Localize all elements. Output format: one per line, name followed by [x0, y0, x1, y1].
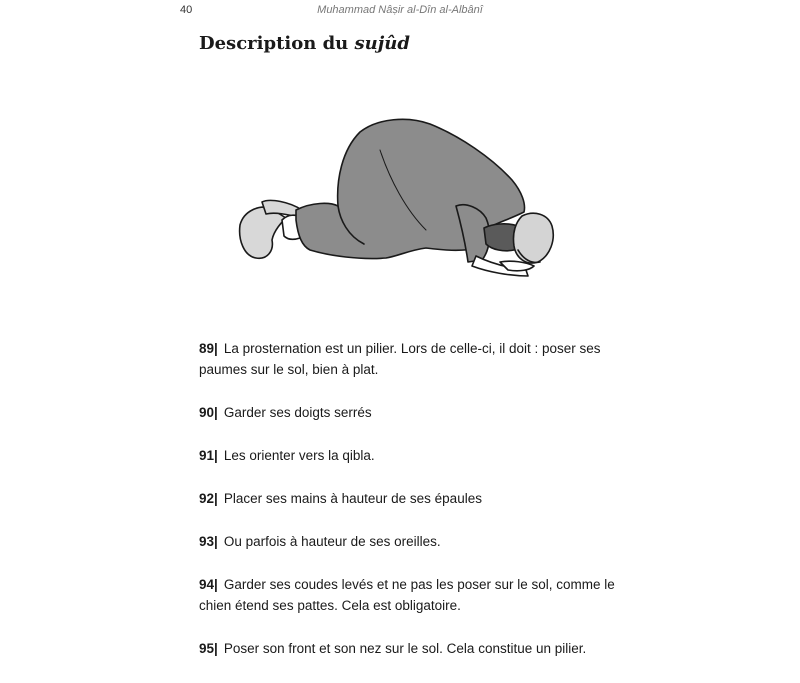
rule-90	[199, 402, 619, 423]
person-prostrating-illustration	[230, 110, 570, 290]
rule-text: Placer ses mains à hauteur de ses épaules	[223, 491, 482, 506]
rule-92	[199, 488, 619, 509]
rule-text: La prosternation est un pilier. Lors de celle-ci, il doit : poser ses paumes sur le sol, bien à plat.	[199, 341, 601, 377]
section-title	[199, 33, 410, 54]
rule-95	[199, 638, 619, 659]
rule-number: 93	[199, 534, 215, 549]
rule-text: Garder ses coudes levés et ne pas les poser sur le sol, comme le chien étend ses pattes. Cela est obligatoire.	[199, 577, 615, 613]
rule-text: Ou parfois à hauteur de ses oreilles.	[223, 534, 441, 549]
section-title-italic: sujûd	[354, 33, 410, 54]
rule-separator: |	[214, 577, 218, 592]
rule-number: 91	[199, 448, 215, 463]
rule-separator: |	[214, 405, 218, 420]
rule-number: 95	[199, 641, 215, 656]
rule-separator: |	[214, 641, 218, 656]
rule-separator: |	[214, 491, 218, 506]
rule-91	[199, 445, 619, 466]
rule-94	[199, 574, 619, 616]
section-title-text: Description du	[199, 33, 355, 54]
rule-number: 92	[199, 491, 215, 506]
rule-text: Poser son front et son nez sur le sol. Cela constitue un pilier.	[223, 641, 587, 656]
running-header: Muhammad Nâṣir al-Dîn al-Albânî	[317, 4, 483, 16]
rule-separator: |	[214, 448, 218, 463]
rule-number: 90	[199, 405, 215, 420]
rules-list	[199, 338, 619, 681]
rule-number: 94	[199, 577, 215, 592]
rule-separator: |	[214, 534, 218, 549]
rule-separator: |	[214, 341, 218, 356]
page-number: 40	[180, 4, 193, 16]
rule-text: Les orienter vers la qibla.	[223, 448, 375, 463]
rule-89	[199, 338, 619, 380]
rule-text: Garder ses doigts serrés	[223, 405, 372, 420]
rule-number: 89	[199, 341, 215, 356]
rule-93	[199, 531, 619, 552]
